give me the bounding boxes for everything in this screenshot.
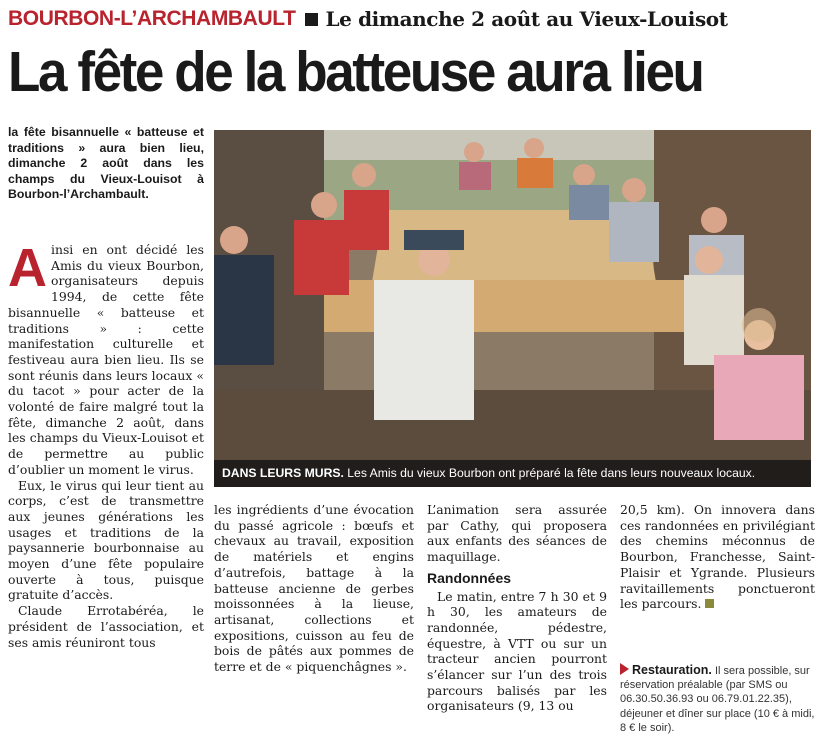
lead-paragraph: la fête bisannuelle « batteuse et traditions » aura bien lieu, dimanche 2 août dans les champs du Vieux-Louisot à Bourbon-l’Archambault. <box>8 125 204 202</box>
col4-paragraph-1 <box>620 502 815 612</box>
kicker <box>8 6 728 32</box>
column-3 <box>427 502 607 714</box>
article-photo <box>214 130 811 487</box>
col1-paragraph-1 <box>8 238 204 478</box>
col3-paragraph-1: L’animation sera assurée par Cathy, qui proposera aux enfants des séances de maquillage. <box>427 502 607 565</box>
col2-paragraph-1: les ingrédients d’une évocation du passé agricole : bœufs et chevaux au travail, exposition de matériels et engins d’autrefois, battage à la batteuse ancienne de gerbes moissonnées à la lieuse, artisanat, collections et expositions, cuisson au feu de bois de pâtés aux pommes de terre et de « piquenchâgnes ». <box>214 502 414 675</box>
restauration-text: Il sera possible, sur réservation préalable (par SMS ou 06.30.50.36.93 ou 06.79.01.22.35), déjeuner et dîner sur place (10 € à midi, 8 € le soir). <box>620 665 815 734</box>
col4-paragraph-1-text: 20,5 km). On innovera dans ces randonnées en privilégiant des chemins méconnus de Bourbon, Franchesse, Saint-Plaisir et Ygrande. Plusieurs ravitaillements ponctueront les parcours. <box>620 502 815 612</box>
end-mark-icon <box>705 599 714 608</box>
kicker-subhead: Le dimanche 2 août au Vieux-Louisot <box>325 7 728 31</box>
section-subtitle: Randonnées <box>427 569 512 586</box>
caption-bold: DANS LEURS MURS. <box>222 466 344 480</box>
caption-text: Les Amis du vieux Bourbon ont préparé la fête dans leurs nouveaux locaux. <box>343 466 756 480</box>
col1-paragraph-2: Eux, le virus qui leur tient au corps, c’est de transmettre aux jeunes générations les usages et traditions de la paysannerie bourbonnaise au moyen d’une fête populaire ouverte à tous, puisque gratuite d’accès. <box>8 477 204 603</box>
photo-image <box>214 130 811 487</box>
drop-cap: A <box>8 238 47 298</box>
photo-caption <box>214 460 811 487</box>
kicker-place: BOURBON-L’ARCHAMBAULT <box>8 7 296 30</box>
col1-paragraph-1-text: insi en ont décidé les Amis du vieux Bourbon, organisateurs depuis 1994, de cette fête bisannuelle « batteuse et traditions » : cette manifestation culturelle et festiveau aura bien lieu. Ils se sont réunis dans leurs locaux « du tacot » pour acter de la volonté de faire malgré tout la fête, dimanche 2 août, dans les champs du Vieux-Louisot et de permettre au public d’oublier un moment le virus. <box>8 242 204 477</box>
col3-paragraph-2: Le matin, entre 7 h 30 et 9 h 30, les amateurs de randonnée, pédestre, équestre, à VTT ou sur un tracteur ancien pourront s’élancer sur l’un des trois parcours balisés par les organisateurs (9, 13 ou <box>427 588 607 714</box>
arrow-icon <box>620 663 629 675</box>
col1-paragraph-3: Claude Errotabéréa, le président de l’association, et ses amis réuniront tous <box>8 603 204 650</box>
column-4 <box>620 502 815 612</box>
column-1 <box>8 238 204 650</box>
kicker-square-icon <box>305 13 318 26</box>
restauration-title: Restauration. <box>632 663 712 677</box>
headline: La fête de la batteuse aura lieu <box>8 40 703 104</box>
column-2 <box>214 502 414 675</box>
restauration-box <box>620 663 815 735</box>
